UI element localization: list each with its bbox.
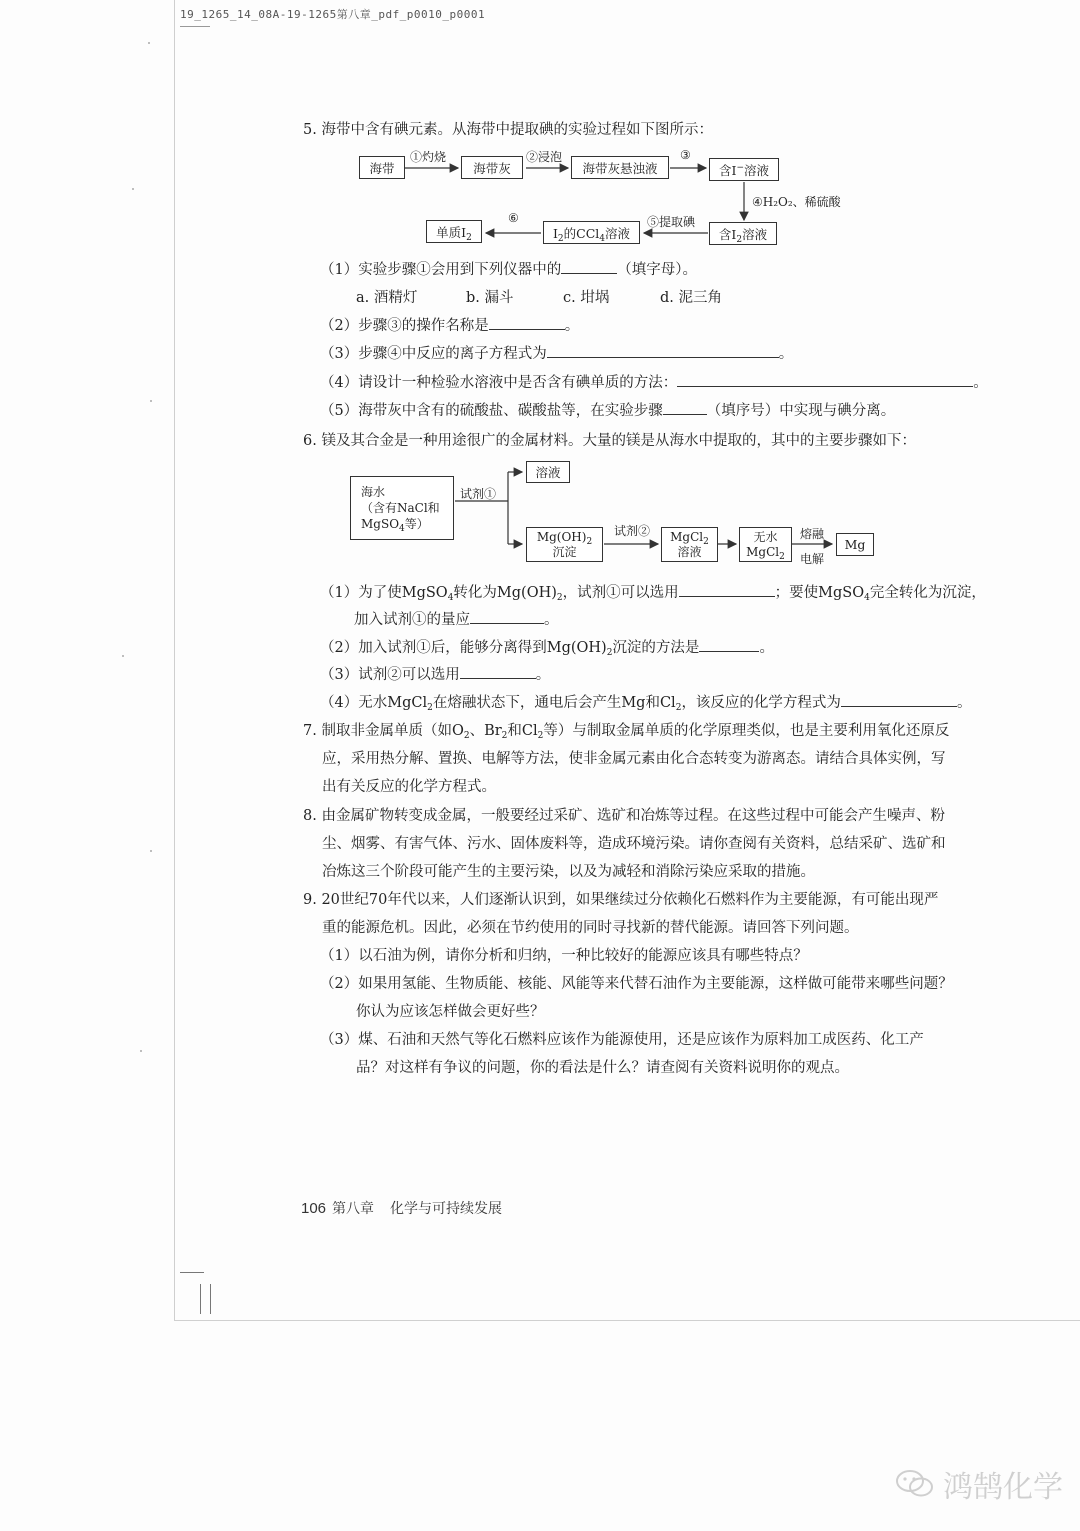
q8-line-3: 冶炼这三个阶段可能产生的主要污染，以及为减轻和消除污染应采取的措施。 <box>322 864 815 880</box>
flow-step-4: ④H₂O₂、稀硫酸 <box>752 195 841 209</box>
flow-electrolysis-label: 电解 <box>800 552 825 566</box>
q5-option-d: d. 泥三角 <box>660 290 722 306</box>
q6-stem: 6. 镁及其合金是一种用途很广的金属材料。大量的镁是从海水中提取的，其中的主要步骤如下： <box>303 433 916 449</box>
footer-chapter-title: 化学与可持续发展 <box>390 1201 503 1217</box>
flow-box-solution: 溶液 <box>526 461 570 483</box>
footer-chapter: 第八章 <box>332 1201 375 1217</box>
q5-part-3: （3）步骤④中反应的离子方程式为 。 <box>320 341 793 367</box>
q9-part-2-line-1: （2）如果用氢能、生物质能、核能、风能等来代替石油作为主要能源，这样做可能带来哪些问题？ <box>320 976 953 992</box>
q5-part-5: （5）海带灰中含有的硫酸盐、碳酸盐等，在实验步骤 （填序号）中实现与碘分离。 <box>320 398 895 424</box>
flow-box-suspension: 海带灰悬浊液 <box>571 156 669 179</box>
page-footer <box>301 1198 502 1218</box>
q6-part-4: （4）无水MgCl$_2$在熔融状态下，通电后会产生Mg和$Cl_2$，该反应的化学方程式为 。 <box>320 690 971 716</box>
flow-box-seawater: 海水 （含有NaCl和 MgSO$_4$等） <box>350 476 454 540</box>
flow-step-2: ②浸泡 <box>526 150 563 164</box>
q5-part-2: （2）步骤③的操作名称是 。 <box>320 313 579 339</box>
q6-part-3: （3）试剂②可以选用 。 <box>320 662 550 688</box>
q5-option-b: b. 漏斗 <box>466 290 514 306</box>
scan-header-label: 19_1265_14_08A-19-1265第八章_pdf_p0010_p0001 <box>180 8 486 21</box>
flow-box-mg-hydroxide: $Mg(OH)_2$ 沉淀 <box>526 527 603 562</box>
flow-box-iodine-solution: 含$I_2$溶液 <box>709 222 777 245</box>
flow-box-kelp-ash: 海带灰 <box>461 156 523 179</box>
page-number: 106 <box>301 1200 327 1217</box>
watermark-text: 鸿鹄化学 <box>943 1470 1063 1505</box>
flow-box-iodide-solution: 含I−溶液 <box>709 158 779 181</box>
flow-box-kelp: 海带 <box>359 156 405 179</box>
flow-reagent-1: 试剂① <box>460 487 497 501</box>
q8-line-1: 8. 由金属矿物转变成金属，一般要经过采矿、选矿和冶炼等过程。在这些过程中可能会产生噪声、粉 <box>303 808 945 824</box>
wechat-icon <box>895 1469 935 1499</box>
flow-step-6: ⑥ <box>508 211 519 225</box>
q9-line-1: 9. 20世纪70年代以来，人们逐渐认识到，如果继续过分依赖化石燃料作为主要能源，有可能出现严 <box>303 892 939 908</box>
q5-part-1: （1）实验步骤①会用到下列仪器中的 （填字母）。 <box>320 257 697 283</box>
watermark <box>895 1462 1063 1506</box>
q6-part-1-line-2: 加入试剂①的量应 。 <box>354 607 559 633</box>
q7-line-1: 7. 制取非金属单质（如$O_2$、$Br_2$和$Cl_2$等）与制取金属单质的化学原理类似，也是主要利用氧化还原反 <box>303 723 950 741</box>
q6-part-1-line-1: （1）为了使MgSO$_4$转化为$Mg(OH)_2$，试剂①可以选用 ；要使MgSO$_4$完全转化为沉淀， <box>320 580 986 606</box>
q5-option-c: c. 坩埚 <box>563 290 610 306</box>
q9-part-3-line-1: （3）煤、石油和天然气等化石燃料应该作为能源使用，还是应该作为原料加工成医药、化工产 <box>320 1032 924 1048</box>
flow-melt-label: 熔融 <box>800 527 825 541</box>
flow-box-anhydrous-mgcl2: 无水 MgCl$_2$ <box>739 527 792 562</box>
q9-part-3-line-2: 品？对这样有争议的问题，你的看法是什么？请查阅有关资料说明你的观点。 <box>356 1060 849 1076</box>
q5-option-a: a. 酒精灯 <box>356 290 418 306</box>
q9-part-2-line-2: 你认为应该怎样做会更好些？ <box>356 1004 545 1020</box>
flow-box-ccl4-solution: $I_2$的CCl$_4$溶液 <box>543 221 640 244</box>
flow-step-5: ⑤提取碘 <box>647 215 696 229</box>
q7-line-3: 出有关反应的化学方程式。 <box>322 779 496 795</box>
flow-box-elemental-iodine: 单质$I_2$ <box>426 220 482 243</box>
flow-box-magnesium: Mg <box>836 533 874 556</box>
q5-part-4: （4）请设计一种检验水溶液中是否含有碘单质的方法： 。 <box>320 370 988 396</box>
flow-box-mgcl2-solution: MgCl$_2$ 溶液 <box>661 527 718 562</box>
flow-step-1: ①灼烧 <box>410 150 447 164</box>
q9-line-2: 重的能源危机。因此，必须在节约使用的同时寻找新的替代能源。请回答下列问题。 <box>322 920 859 936</box>
q5-stem: 5. 海带中含有碘元素。从海带中提取碘的实验过程如下图所示： <box>303 122 713 138</box>
q7-line-2: 应，采用热分解、置换、电解等方法，使非金属元素由化合态转变为游离态。请结合具体实例，写 <box>322 751 946 767</box>
q6-part-2: （2）加入试剂①后，能够分离得到$Mg(OH)_2$沉淀的方法是 。 <box>320 635 774 661</box>
q8-line-2: 尘、烟雾、有害气体、污水、固体废料等，造成环境污染。请你查阅有关资料，总结采矿、选矿和 <box>322 836 946 852</box>
flow-step-3: ③ <box>680 148 691 162</box>
flow-reagent-2: 试剂② <box>614 524 651 538</box>
q9-part-1: （1）以石油为例，请你分析和归纳，一种比较好的能源应该具有哪些特点？ <box>320 948 808 964</box>
